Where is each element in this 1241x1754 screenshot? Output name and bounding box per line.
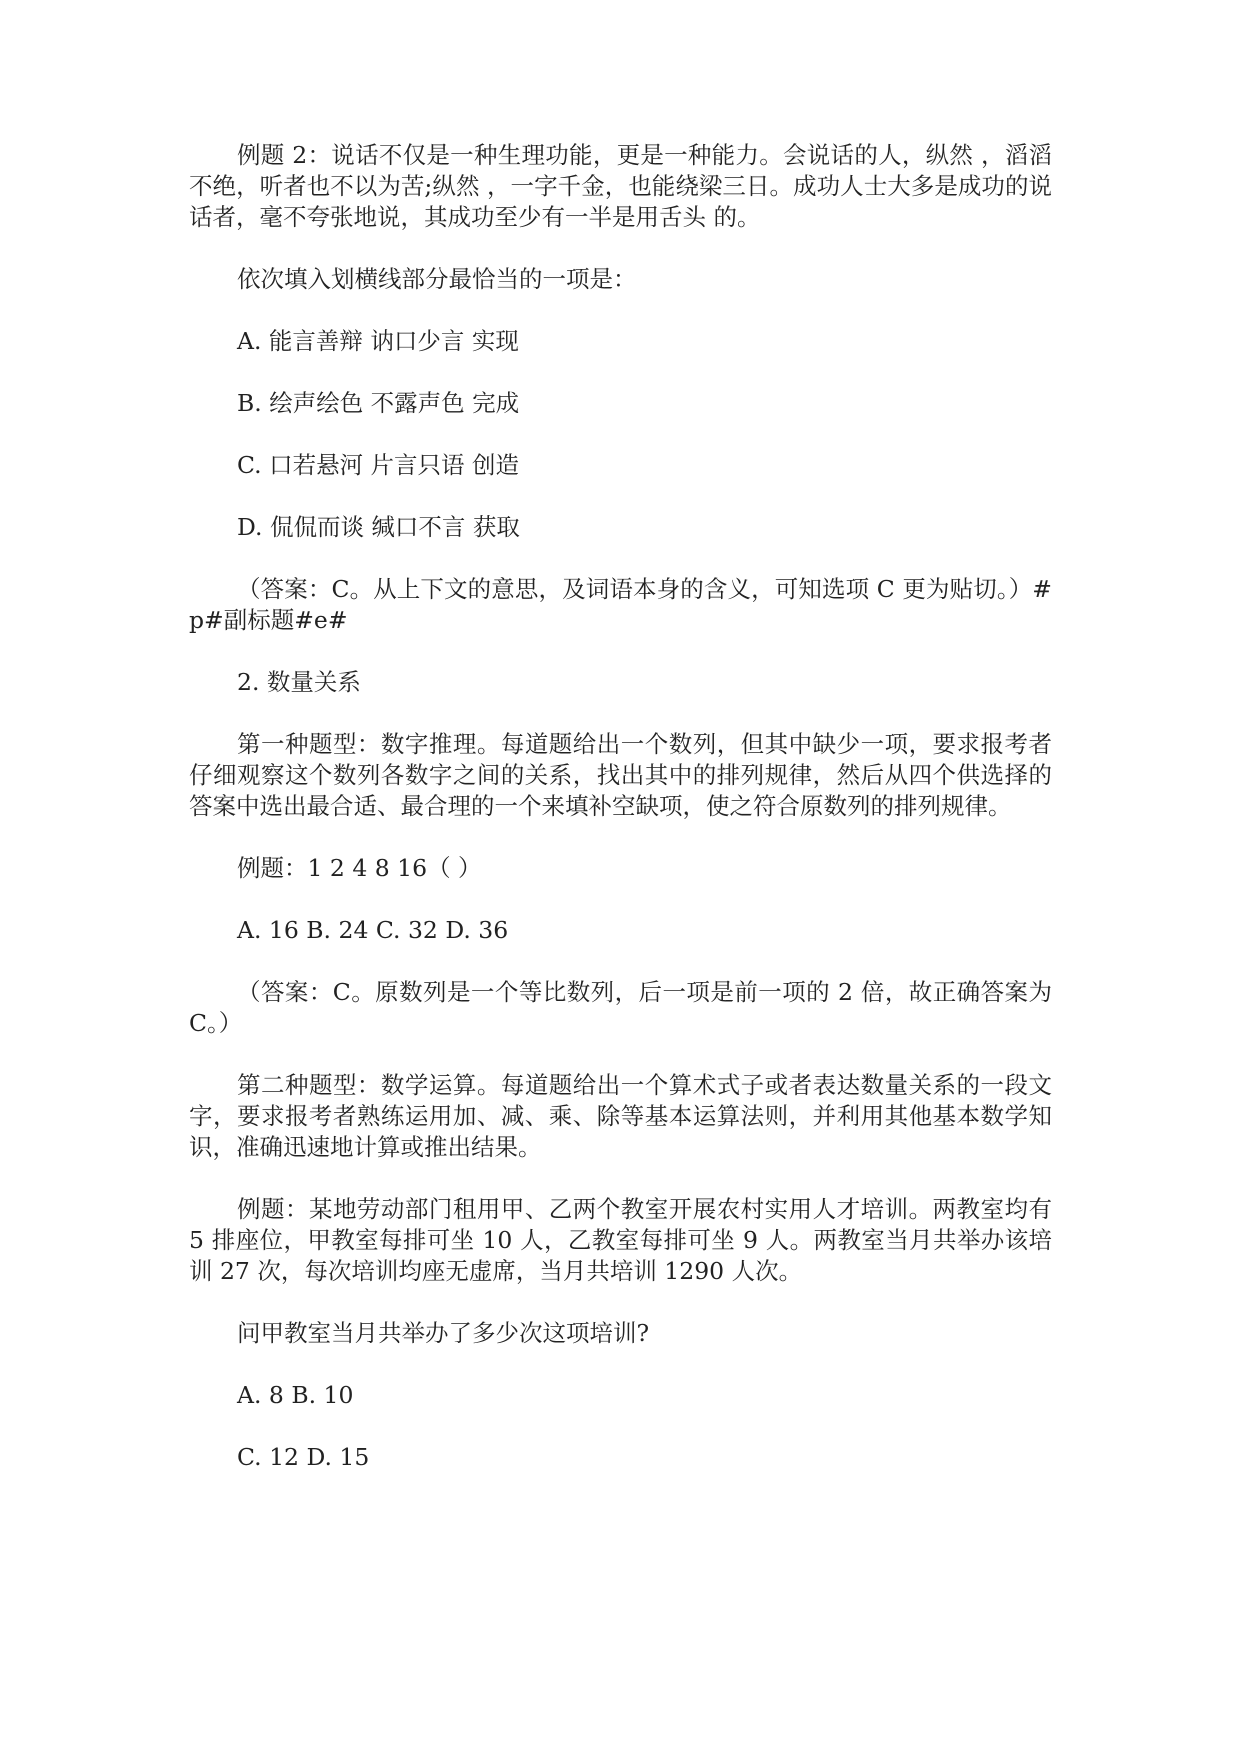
- option-c: C. 口若悬河 片言只语 创造: [237, 451, 520, 479]
- option-b: B. 绘声绘色 不露声色 完成: [237, 389, 520, 417]
- sequence-example: 例题：1 2 4 8 16（ ）: [237, 854, 482, 882]
- question-type-1: 第一种题型：数字推理。每道题给出一个数列，但其中缺少一项，要求报考者仔细观察这个数列各数字之间的关系，找出其中的排列规律，然后从四个供选择的答案中选出最合适、最合理的一个来填补空缺项，使之符合原数列的排列规律。: [189, 730, 1052, 820]
- answer-1: （答案：C。从上下文的意思，及词语本身的含义，可知选项 C 更为贴切。）#p#副标题#e#: [189, 575, 1052, 634]
- fill-in-instruction: 依次填入划横线部分最恰当的一项是：: [237, 265, 637, 293]
- option-d: D. 侃侃而谈 缄口不言 获取: [237, 513, 520, 541]
- section-title: 2. 数量关系: [237, 668, 361, 696]
- sequence-options: A. 16 B. 24 C. 32 D. 36: [237, 916, 509, 944]
- option-a: A. 能言善辩 讷口少言 实现: [237, 327, 519, 355]
- calculation-options-cd: C. 12 D. 15: [237, 1443, 370, 1471]
- example-2-paragraph: 例题 2：说话不仅是一种生理功能，更是一种能力。会说话的人，纵然 ，滔滔不绝，听者也不以为苦;纵然 ，一字千金，也能绕梁三日。成功人士大多是成功的说话者，毫不夸张地说，其成功至少有一半是用舌头 的。: [189, 141, 1052, 231]
- question-type-2: 第二种题型：数学运算。每道题给出一个算术式子或者表达数量关系的一段文字，要求报考者熟练运用加、减、乘、除等基本运算法则，并利用其他基本数学知识，准确迅速地计算或推出结果。: [189, 1071, 1052, 1161]
- document-body: [189, 140, 1052, 1504]
- answer-2: （答案：C。原数列是一个等比数列，后一项是前一项的 2 倍，故正确答案为 C。）: [189, 978, 1052, 1037]
- calculation-options-ab: A. 8 B. 10: [237, 1381, 354, 1409]
- calculation-question: 问甲教室当月共举办了多少次这项培训?: [237, 1319, 650, 1347]
- calculation-example: 例题：某地劳动部门租用甲、乙两个教室开展农村实用人才培训。两教室均有 5 排座位，甲教室每排可坐 10 人，乙教室每排可坐 9 人。两教室当月共举办该培训 27 次，每次培训均座无虚席，当月共培训 1290 人次。: [189, 1195, 1052, 1285]
